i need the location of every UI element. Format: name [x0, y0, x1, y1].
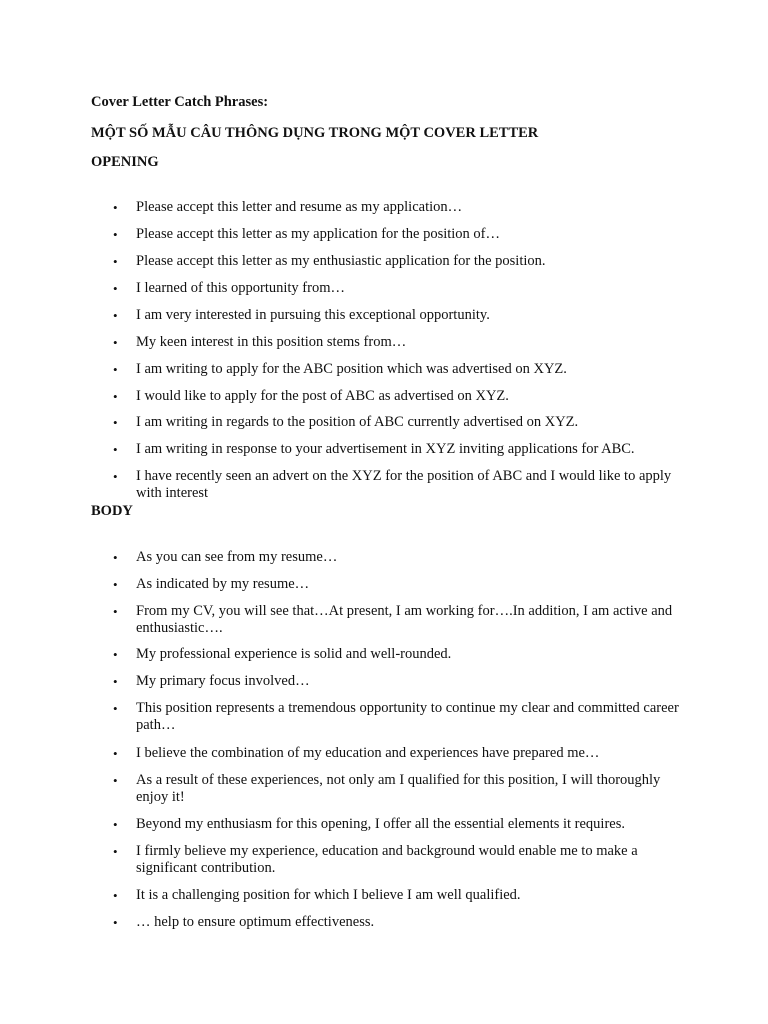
bullet-icon: •	[113, 335, 118, 350]
list-item-text: It is a challenging position for which I believe I am well qualified.	[136, 887, 521, 903]
list-item-text: As a result of these experiences, not only am I qualified for this position, I will thoroughly enjoy it!	[136, 772, 661, 805]
bullet-icon: •	[113, 844, 118, 859]
bullet-icon: •	[113, 281, 118, 296]
list-item-text: As you can see from my resume…	[136, 549, 338, 565]
bullet-icon: •	[113, 254, 118, 269]
bullet-icon: •	[113, 746, 118, 761]
list-item-text: As indicated by my resume…	[136, 576, 310, 592]
list-item-text: I firmly believe my experience, education and background would enable me to make a significant contribution.	[136, 843, 638, 876]
list-item-text: I learned of this opportunity from…	[136, 280, 345, 296]
bullet-icon: •	[113, 773, 118, 788]
bullet-icon: •	[113, 415, 118, 430]
bullet-icon: •	[113, 817, 118, 832]
list-item-text: … help to ensure optimum effectiveness.	[136, 914, 375, 930]
list-item-text: From my CV, you will see that…At present, I am working for….In addition, I am active and enthusiastic….	[136, 603, 673, 636]
list-item-text: Please accept this letter as my application for the position of…	[136, 226, 501, 242]
bullet-icon: •	[113, 469, 118, 484]
list-item-text: Please accept this letter and resume as my application…	[136, 199, 463, 215]
bullet-icon: •	[113, 442, 118, 457]
section-heading-body: BODY	[91, 503, 133, 519]
bullet-icon: •	[113, 362, 118, 377]
list-item-text: I am writing in regards to the position of ABC currently advertised on XYZ.	[136, 414, 579, 430]
list-item-text: Beyond my enthusiasm for this opening, I offer all the essential elements it requires.	[136, 816, 625, 832]
bullet-icon: •	[113, 577, 118, 592]
bullet-icon: •	[113, 227, 118, 242]
bullet-icon: •	[113, 550, 118, 565]
list-item-text: I am writing to apply for the ABC position which was advertised on XYZ.	[136, 361, 567, 377]
list-item-text: My keen interest in this position stems from…	[136, 334, 407, 350]
list-item-text: My primary focus involved…	[136, 673, 310, 689]
bullet-icon: •	[113, 604, 118, 619]
bullet-icon: •	[113, 647, 118, 662]
list-item-text: I am very interested in pursuing this exceptional opportunity.	[136, 307, 490, 323]
section-heading-opening: OPENING	[91, 154, 159, 170]
list-item-text: I believe the combination of my education and experiences have prepared me…	[136, 745, 600, 761]
bullet-icon: •	[113, 308, 118, 323]
list-item-text: I am writing in response to your advertisement in XYZ inviting applications for ABC.	[136, 441, 635, 457]
bullet-icon: •	[113, 389, 118, 404]
list-item-text: I have recently seen an advert on the XYZ for the position of ABC and I would like to apply with interest	[136, 468, 672, 501]
bullet-icon: •	[113, 888, 118, 903]
bullet-icon: •	[113, 701, 118, 716]
list-item-text: My professional experience is solid and well-rounded.	[136, 646, 452, 662]
bullet-icon: •	[113, 915, 118, 930]
list-item-text: Please accept this letter as my enthusiastic application for the position.	[136, 253, 546, 269]
list-item-text: This position represents a tremendous opportunity to continue my clear and committed career path…	[136, 700, 679, 733]
document-title: Cover Letter Catch Phrases:	[91, 94, 269, 110]
bullet-icon: •	[113, 674, 118, 689]
list-item-text: I would like to apply for the post of ABC as advertised on XYZ.	[136, 388, 509, 404]
bullet-icon: •	[113, 200, 118, 215]
document-subtitle: MỘT SỐ MẪU CÂU THÔNG DỤNG TRONG MỘT COVER LETTER	[91, 125, 539, 141]
